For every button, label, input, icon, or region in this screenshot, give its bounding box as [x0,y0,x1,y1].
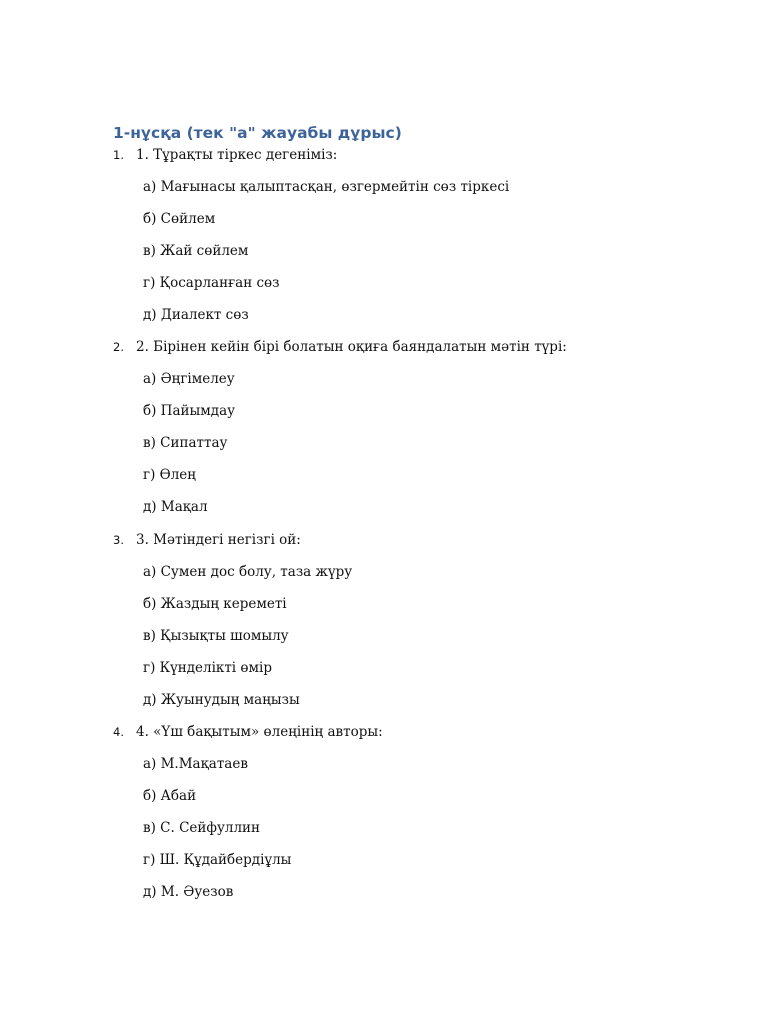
answer-option: г) Өлең [143,467,196,483]
answer-option: д) М. Әуезов [143,884,234,900]
answer-option: г) Күнделікті өмір [143,660,273,676]
answer-option: д) Мақал [143,499,208,515]
question-number: 3. [113,533,124,547]
answer-option: в) Сипаттау [143,435,228,451]
answer-option: а) Әңгімелеу [143,371,235,387]
answer-option: г) Ш. Құдайбердіұлы [143,852,292,868]
variant-heading: 1-нұсқа (тек "а" жауабы дұрыс) [113,124,402,142]
answer-option: б) Абай [143,788,197,804]
answer-option: в) С. Сейфуллин [143,820,261,836]
question-text: 4. «Үш бақытым» өлеңінің авторы: [136,724,383,740]
question-text: 3. Мәтіндегі негізгі ой: [136,532,301,548]
answer-option: д) Жуынудың маңызы [143,692,300,708]
question-number: 1. [113,148,124,162]
answer-option: г) Қосарланған сөз [143,275,280,291]
answer-option: а) Мағынасы қалыптасқан, өзгермейтін сөз тіркесі [143,179,510,195]
answer-option: д) Диалект сөз [143,307,249,323]
answer-option: в) Жай сөйлем [143,243,249,259]
question-number: 4. [113,725,124,739]
answer-option: б) Пайымдау [143,403,236,419]
answer-option: а) М.Мақатаев [143,756,248,772]
question-text: 2. Бірінен кейін бірі болатын оқиға баяндалатын мәтін түрі: [136,339,567,355]
answer-option: б) Сөйлем [143,211,216,227]
answer-option: в) Қызықты шомылу [143,628,289,644]
question-number: 2. [113,340,124,354]
question-text: 1. Тұрақты тіркес дегеніміз: [136,147,338,163]
answer-option: а) Сумен дос болу, таза жүру [143,564,353,580]
answer-option: б) Жаздың кереметі [143,596,287,612]
